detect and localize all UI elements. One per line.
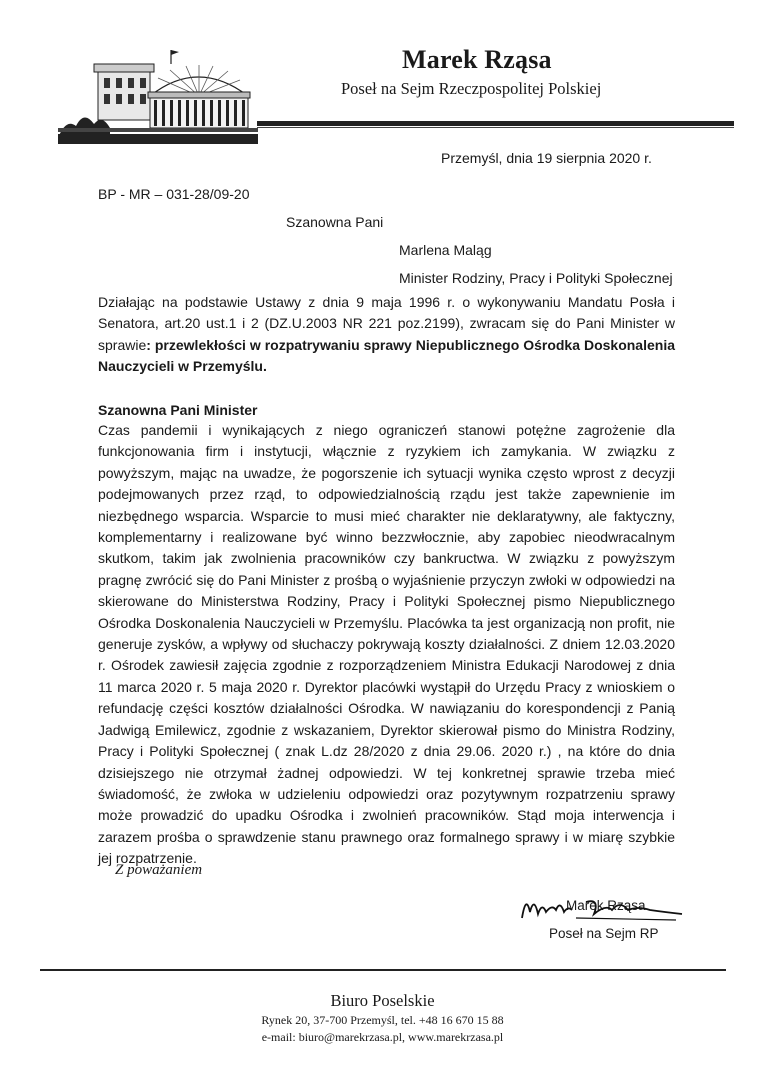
closing-phrase: Z poważaniem	[115, 862, 203, 878]
signatory-name: Marek Rząsa	[566, 898, 646, 913]
intro-text: Działając na podstawie Ustawy z dnia 9 maja 1996 r. o wykonywaniu Mandatu Posła i Senatora, art.20 ust.1 i 2 (DZ.U.2003 NR 221 poz.2199), zwracam się do Pani Minister w sprawie	[98, 294, 675, 353]
letterhead-name: Marek Rząsa	[402, 45, 552, 74]
body-paragraph: Czas pandemii i wynikających z niego ograniczeń stanowi potężne zagrożenie dla funkcjonowania firm i instytucji, włącznie z ryzykiem ich zamykania. W związku z powyższym, mając na uwadze, że pogorszenie ich sytuacji wynika często wprost z decyzji podejmowanych przez rząd, to odpowiedzialnością rządu jest także zapewnienie im niezbędnego wsparcia. Wsparcie to musi mieć charakter nie deklaratywny, ale faktyczny, komplementarny i realizowane być winno bezzwłocznie, aby zapobiec nieodwracalnym skutkom, takim jak zwolnienia pracowników czy bankructwa. W związku z powyższym pragnę zwrócić się do Pani Minister z prośbą o wyjaśnienie przyczyn zwłoki w odpowiedzi na skierowane do Ministerstwa Rodziny, Pracy i Polityki Społecznej pismo Niepublicznego Ośrodka Doskonalenia Nauczycieli w Przemyślu. Placówka ta jest organizacją non profit, nie generuje zysków, a wpływy od słuchaczy pokrywają koszty działalności. Z dniem 12.03.2020 r. Ośrodek zawiesił zajęcia zgodnie z rozporządzeniem Ministra Edukacji Narodowej z dnia 11 marca 2020 r. 5 maja 2020 r. Dyrektor placówki wystąpił do Urzędu Pracy z wnioskiem o refundację części kosztów działalności Ośrodka. W nawiązaniu do korespondencji z Panią Jadwigą Emilewicz, zgodnie z wskazaniem, Dyrektor skierował pismo do Ministra Rodziny, Pracy i Polityki Społecznej ( znak L.dz 28/2020 z dnia 29.06. 2020 r.) , na które do dnia dzisiejszego nie otrzymał żadnej odpowiedzi. W tej konkretnej sprawie trzeba mieć świadomość, że zwłoka w udzieleniu odpowiedzi oraz pozytywnym rozpatrzeniu sprawy może prowadzić do upadku Ośrodka i zwolnień pracowników. Stąd moja interwencja i zarazem prośba o sprawdzenie stanu prawnego oraz formalnego sprawy i w miarę szybkie jej rozpatrzenie.	[98, 422, 675, 867]
footer-contact: e-mail: biuro@marekrzasa.pl, www.marekrzasa.pl	[261, 1030, 504, 1044]
footer-office-title: Biuro Poselskie	[330, 991, 435, 1010]
signatory-title: Poseł na Sejm RP	[549, 926, 659, 941]
recipient-name: Marlena Maląg	[399, 242, 492, 258]
handwritten-signature	[516, 888, 686, 928]
recipient-salutation: Szanowna Pani	[286, 214, 384, 230]
intro-paragraph	[98, 292, 675, 378]
recipient-position: Minister Rodziny, Pracy i Polityki Społecznej	[399, 270, 673, 286]
letterhead-divider	[257, 121, 734, 126]
letterhead-divider-thin	[257, 127, 734, 128]
sejm-building-icon	[58, 48, 258, 150]
footer-divider	[40, 969, 726, 971]
reference-number: BP - MR – 031-28/09-20	[98, 186, 250, 202]
intro-subject: : przewlekłości w rozpatrywaniu sprawy Niepublicznego Ośrodka Doskonalenia Nauczycieli w Przemyślu.	[98, 336, 675, 375]
letterhead-title: Poseł na Sejm Rzeczpospolitej Polskiej	[341, 79, 602, 98]
place-and-date: Przemyśl, dnia 19 sierpnia 2020 r.	[441, 150, 652, 166]
footer-address: Rynek 20, 37-700 Przemyśl, tel. +48 16 670 15 88	[261, 1013, 504, 1027]
letter-greeting: Szanowna Pani Minister	[98, 402, 258, 418]
